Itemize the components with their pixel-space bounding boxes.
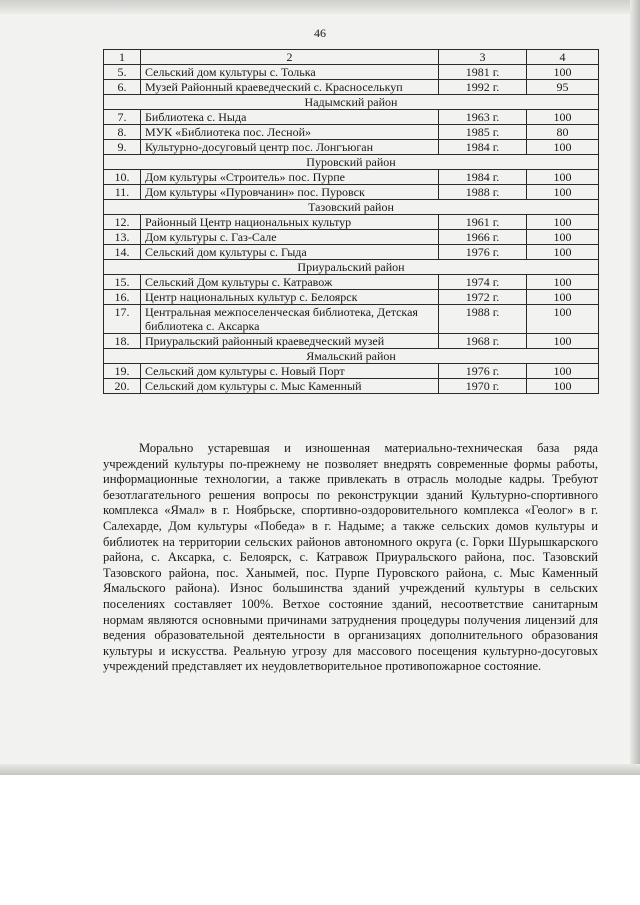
wear-percent: 100 (527, 290, 599, 305)
row-number: 13. (104, 230, 141, 245)
district-name: Ямальский район (104, 349, 599, 364)
row-number: 10. (104, 170, 141, 185)
facility-name: Сельский дом культуры с. Мыс Каменный (141, 379, 439, 394)
row-number: 14. (104, 245, 141, 260)
wear-percent: 80 (527, 125, 599, 140)
wear-percent: 100 (527, 140, 599, 155)
wear-percent: 100 (527, 245, 599, 260)
year-built: 1988 г. (439, 185, 527, 200)
year-built: 1968 г. (439, 334, 527, 349)
row-number: 5. (104, 65, 141, 80)
district-section-row (104, 95, 599, 110)
year-built: 1992 г. (439, 80, 527, 95)
table-header-row (104, 50, 599, 65)
table-row (104, 110, 599, 125)
table-row (104, 275, 599, 290)
row-number: 12. (104, 215, 141, 230)
table-row (104, 305, 599, 334)
facility-name: МУК «Библиотека пос. Лесной» (141, 125, 439, 140)
year-built: 1976 г. (439, 364, 527, 379)
header-cell: 1 (104, 50, 141, 65)
header-cell: 3 (439, 50, 527, 65)
facility-name: Районный Центр национальных культур (141, 215, 439, 230)
year-built: 1988 г. (439, 305, 527, 334)
facility-name: Центр национальных культур с. Белоярск (141, 290, 439, 305)
district-section-row (104, 349, 599, 364)
wear-percent: 100 (527, 65, 599, 80)
table-row (104, 125, 599, 140)
wear-percent: 100 (527, 185, 599, 200)
wear-percent: 100 (527, 230, 599, 245)
table-row (104, 379, 599, 394)
row-number: 15. (104, 275, 141, 290)
facility-name: Дом культуры «Строитель» пос. Пурпе (141, 170, 439, 185)
district-section-row (104, 155, 599, 170)
header-cell: 4 (527, 50, 599, 65)
table-row (104, 230, 599, 245)
district-name: Тазовский район (104, 200, 599, 215)
wear-percent: 100 (527, 305, 599, 334)
year-built: 1985 г. (439, 125, 527, 140)
culture-facilities-table (103, 49, 599, 394)
row-number: 16. (104, 290, 141, 305)
facility-name: Сельский Дом культуры с. Катравож (141, 275, 439, 290)
row-number: 20. (104, 379, 141, 394)
row-number: 18. (104, 334, 141, 349)
wear-percent: 100 (527, 215, 599, 230)
row-number: 9. (104, 140, 141, 155)
wear-percent: 100 (527, 379, 599, 394)
facility-name: Сельский дом культуры с. Гыда (141, 245, 439, 260)
scan-edge-top (0, 0, 640, 14)
facility-name: Центральная межпоселенческая библиотека, Детская библиотека с. Аксарка (141, 305, 439, 334)
row-number: 6. (104, 80, 141, 95)
year-built: 1974 г. (439, 275, 527, 290)
table-row (104, 185, 599, 200)
district-section-row (104, 260, 599, 275)
table-row (104, 215, 599, 230)
wear-percent: 100 (527, 110, 599, 125)
table-row (104, 334, 599, 349)
facility-name: Приуральский районный краеведческий музей (141, 334, 439, 349)
table-row (104, 245, 599, 260)
body-paragraph: Морально устаревшая и изношенная материально-техническая база ряда учреждений культуры по-прежнему не позволяет внедрять современные формы работы, информационные технологии, а также привлекать в отрасль молодые кадры. Требуют безотлагательного решения вопросы по реконструкции зданий Культурно-спортивного комплекса «Ямал» в г. Ноябрьске, спортивно-оздоровительного комплекса «Геолог» в г. Салехарде, Дом культуры «Победа» в г. Надыме; а также сельских домов культуры и библиотек на территории сельских районов автономного округа (с. Горки Шурышкарского района, с. Аксарка, с. Белоярск, с. Катравож Приуральского района, пос. Тазовский Тазовского района, пос. Ханымей, пос. Пурпе Пуровского района, с. Мыс Каменный Ямальского района). Износ большинства зданий учреждений культуры в сельских поселениях составляет 100%. Ветхое состояние зданий, несоответствие санитарным нормам являются основными причинами затруднения процедуры получения лицензий для ведения образовательной деятельности в организациях дополнительного образования культуры и искусства. Реальную угрозу для массового посещения культурно-досуговых учреждений представляет их неудовлетворительное противопожарное состояние. (103, 441, 598, 674)
facility-name: Сельский дом культуры с. Толька (141, 65, 439, 80)
facility-name: Дом культуры «Пуровчанин» пос. Пуровск (141, 185, 439, 200)
table-row (104, 364, 599, 379)
district-name: Приуральский район (104, 260, 599, 275)
district-name: Пуровский район (104, 155, 599, 170)
table-row (104, 140, 599, 155)
table-row (104, 80, 599, 95)
table-row (104, 65, 599, 80)
year-built: 1984 г. (439, 140, 527, 155)
row-number: 11. (104, 185, 141, 200)
facility-name: Культурно-досуговый центр пос. Лонгъюган (141, 140, 439, 155)
wear-percent: 95 (527, 80, 599, 95)
wear-percent: 100 (527, 170, 599, 185)
district-section-row (104, 200, 599, 215)
year-built: 1981 г. (439, 65, 527, 80)
scan-edge-right (630, 0, 640, 775)
row-number: 17. (104, 305, 141, 334)
header-cell: 2 (141, 50, 439, 65)
year-built: 1963 г. (439, 110, 527, 125)
row-number: 7. (104, 110, 141, 125)
year-built: 1972 г. (439, 290, 527, 305)
facility-name: Дом культуры с. Газ-Сале (141, 230, 439, 245)
year-built: 1966 г. (439, 230, 527, 245)
scan-edge-bottom (0, 764, 640, 775)
district-name: Надымский район (104, 95, 599, 110)
facility-name: Сельский дом культуры с. Новый Порт (141, 364, 439, 379)
year-built: 1976 г. (439, 245, 527, 260)
page-number: 46 (314, 26, 326, 40)
wear-percent: 100 (527, 334, 599, 349)
table-row (104, 170, 599, 185)
wear-percent: 100 (527, 364, 599, 379)
facility-name: Музей Районный краеведческий с. Красноселькуп (141, 80, 439, 95)
year-built: 1961 г. (439, 215, 527, 230)
year-built: 1970 г. (439, 379, 527, 394)
wear-percent: 100 (527, 275, 599, 290)
row-number: 19. (104, 364, 141, 379)
table-row (104, 290, 599, 305)
row-number: 8. (104, 125, 141, 140)
facility-name: Библиотека с. Ныда (141, 110, 439, 125)
year-built: 1984 г. (439, 170, 527, 185)
